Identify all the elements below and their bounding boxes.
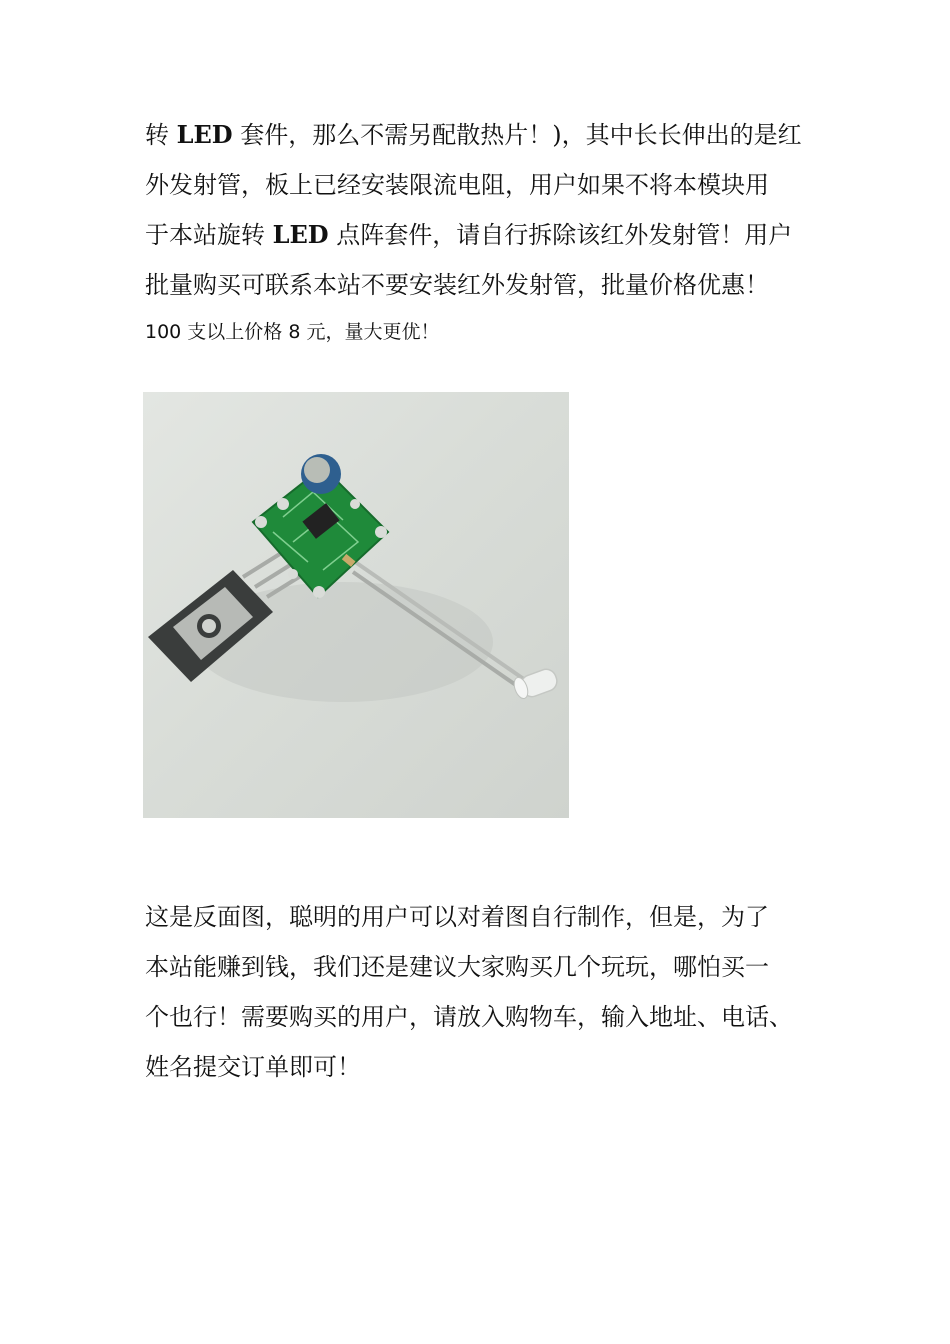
text-line: 这是反面图，聪明的用户可以对着图自行制作，但是，为了 — [145, 903, 769, 931]
sensor-component — [301, 454, 341, 494]
text-line: 姓名提交订单即可！ — [145, 1053, 361, 1081]
bold-led-term: LED — [176, 120, 233, 149]
text-line: 本站能赚到钱，我们还是建议大家购买几个玩玩，哪怕买一 — [145, 953, 769, 981]
text-line: 个也行！需要购买的用户，请放入购物车，输入地址、电话、 — [145, 1003, 793, 1031]
paragraph-reverse-side — [145, 892, 810, 1092]
paragraph-description — [145, 110, 810, 310]
text-line: 外发射管，板上已经安装限流电阻，用户如果不将本模块用 — [145, 171, 769, 199]
infrared-led — [512, 667, 560, 701]
text-line: 转 LED 套件，那么不需另配散热片！)，其中长长伸出的是红 — [145, 120, 802, 149]
price-note: 100 支以上价格 8 元，量大更优！ — [145, 321, 440, 343]
product-photo — [143, 392, 569, 818]
text-line: 于本站旋转 LED 点阵套件，请自行拆除该红外发射管！用户 — [145, 220, 793, 249]
text-line: 批量购买可联系本站不要安装红外发射管，批量价格优惠！ — [145, 271, 769, 299]
bold-led-term: LED — [272, 220, 329, 249]
circuit-module-illustration — [143, 392, 569, 818]
